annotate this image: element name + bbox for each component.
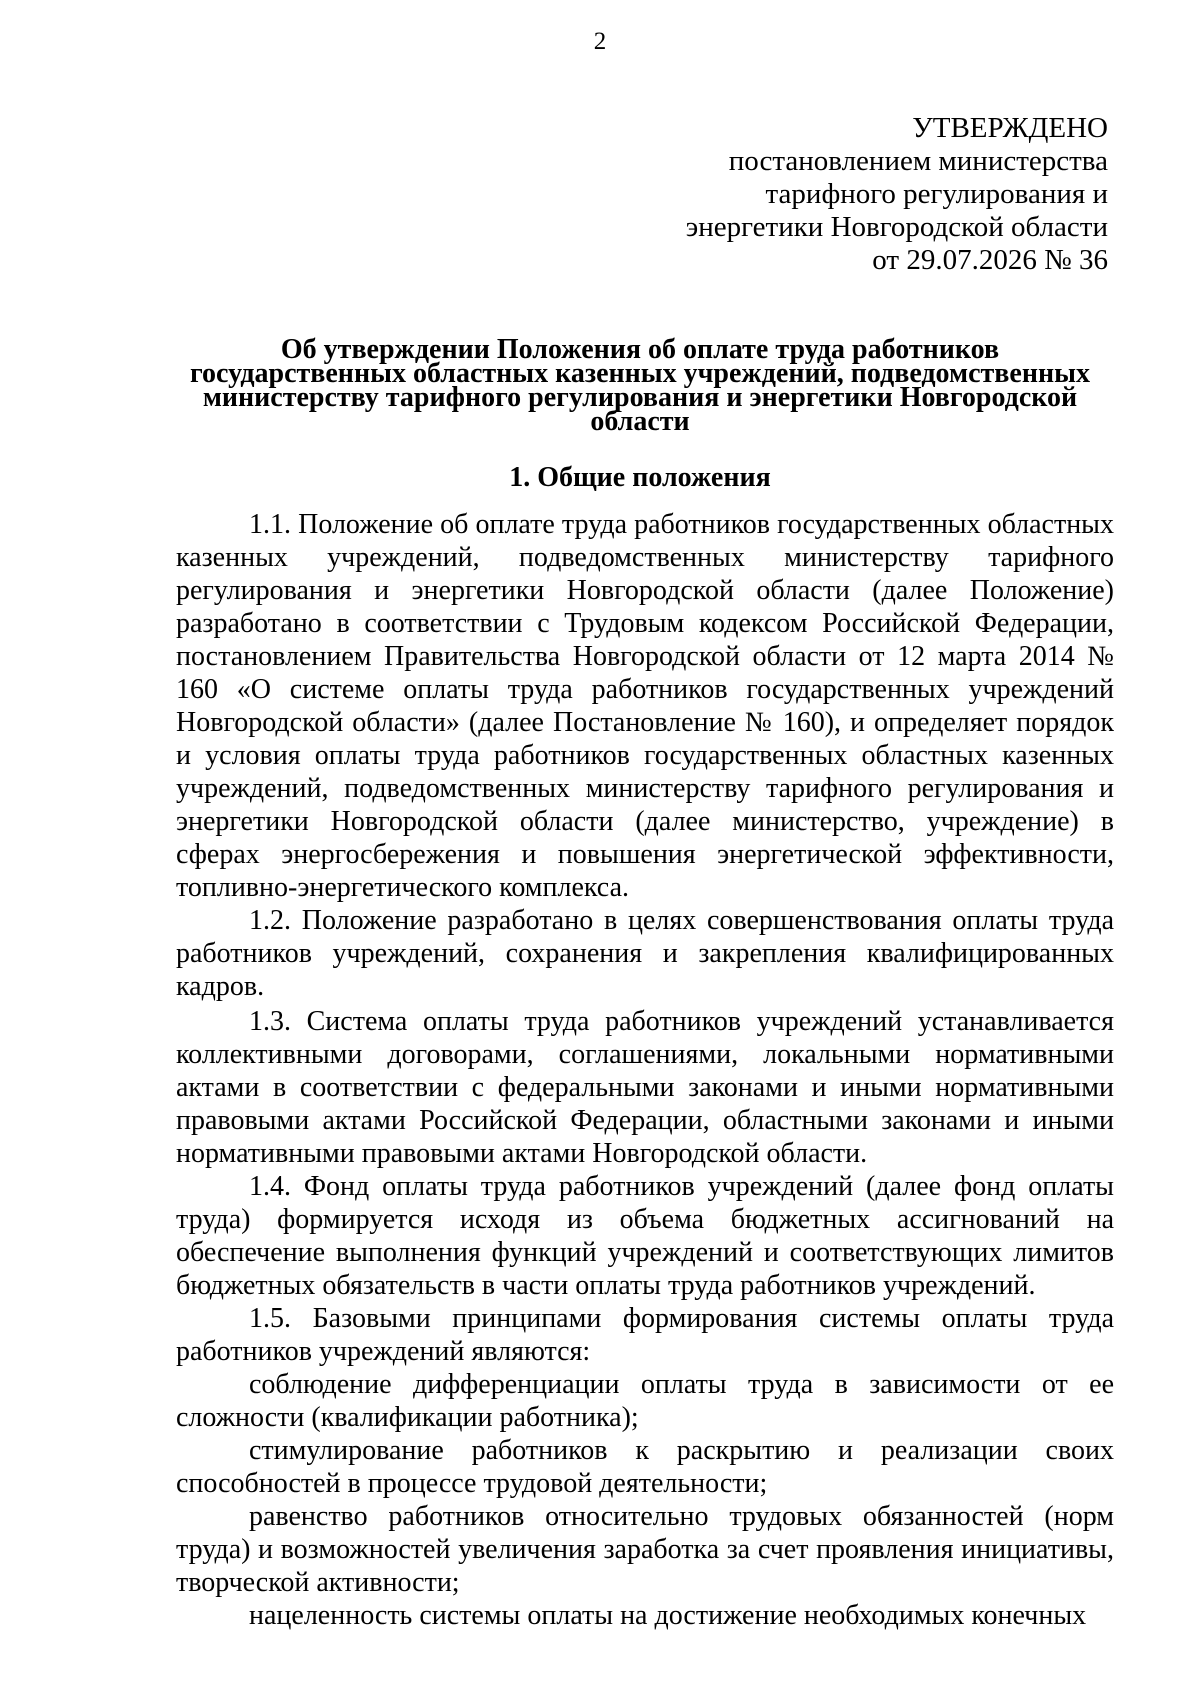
approval-line: энергетики Новгородской области	[685, 211, 1108, 243]
title-line: государственных областных казенных учреждений, подведомственных	[190, 358, 1090, 389]
approval-line: постановлением министерства	[728, 145, 1108, 177]
title-line: министерству тарифного регулирования и энергетики Новгородской	[202, 382, 1078, 413]
paragraph-1-4: 1.4. Фонд оплаты труда работников учреждений (далее фонд оплаты труда) формируется исходя из объема бюджетных ассигнований на обеспечение выполнения функций учреждений и соответствующих лимитов бюджетных обязательств в части оплаты труда работников учреждений.	[176, 1171, 1114, 1301]
approval-line: УТВЕРЖДЕНО	[912, 112, 1108, 144]
body-text	[176, 508, 1114, 1632]
principle-item: равенство работников относительно трудовых обязанностей (норм труда) и возможностей увеличения заработка за счет проявления инициативы, творческой активности;	[176, 1501, 1114, 1598]
approval-line: тарифного регулирования и	[765, 178, 1108, 210]
approval-block	[686, 112, 1108, 277]
approval-date-line: от 29.07.2026 № 36	[872, 244, 1108, 276]
section-heading: 1. Общие положения	[509, 462, 771, 493]
paragraph-1-5: 1.5. Базовыми принципами формирования системы оплаты труда работников учреждений являются:	[176, 1303, 1114, 1367]
principle-item: стимулирование работников к раскрытию и реализации своих способностей в процессе трудовой деятельности;	[176, 1435, 1114, 1499]
principle-item: нацеленность системы оплаты на достижение необходимых конечных	[249, 1600, 1087, 1631]
paragraph-1-2: 1.2. Положение разработано в целях совершенствования оплаты труда работников учреждений, сохранения и закрепления квалифицированных кадров.	[176, 905, 1114, 1002]
page-number: 2	[593, 28, 607, 55]
paragraph-1-1: 1.1. Положение об оплате труда работников государственных областных казенных учреждений, подведомственных министерству тарифного регулирования и энергетики Новгородской области (далее Положение) разработано в соответствии с Трудовым кодексом Российской Федерации, постановлением Правительства Новгородской области от 12 марта 2014 № 160 «О системе оплаты труда работников государственных учреждений Новгородской области» (далее Постановление № 160), и определяет порядок и условия оплаты труда работников государственных областных казенных учреждений, подведомственных министерству тарифного регулирования и энергетики Новгородской области (далее министерство, учреждение) в сферах энергосбережения и повышения энергетической эффективности, топливно-энергетического комплекса.	[176, 509, 1114, 903]
title-line: Об утверждении Положения об оплате труда работников	[280, 334, 1000, 365]
document-title	[170, 334, 1110, 437]
principle-item: соблюдение дифференциации оплаты труда в зависимости от ее сложности (квалификации работника);	[176, 1369, 1114, 1433]
paragraph-1-3: 1.3. Система оплаты труда работников учреждений устанавливается коллективными договорами, соглашениями, локальными нормативными актами в соответствии с федеральными законами и иными нормативными правовыми актами Российской Федерации, областными законами и иными нормативными правовыми актами Новгородской области.	[176, 1006, 1114, 1169]
title-line: области	[590, 406, 690, 437]
